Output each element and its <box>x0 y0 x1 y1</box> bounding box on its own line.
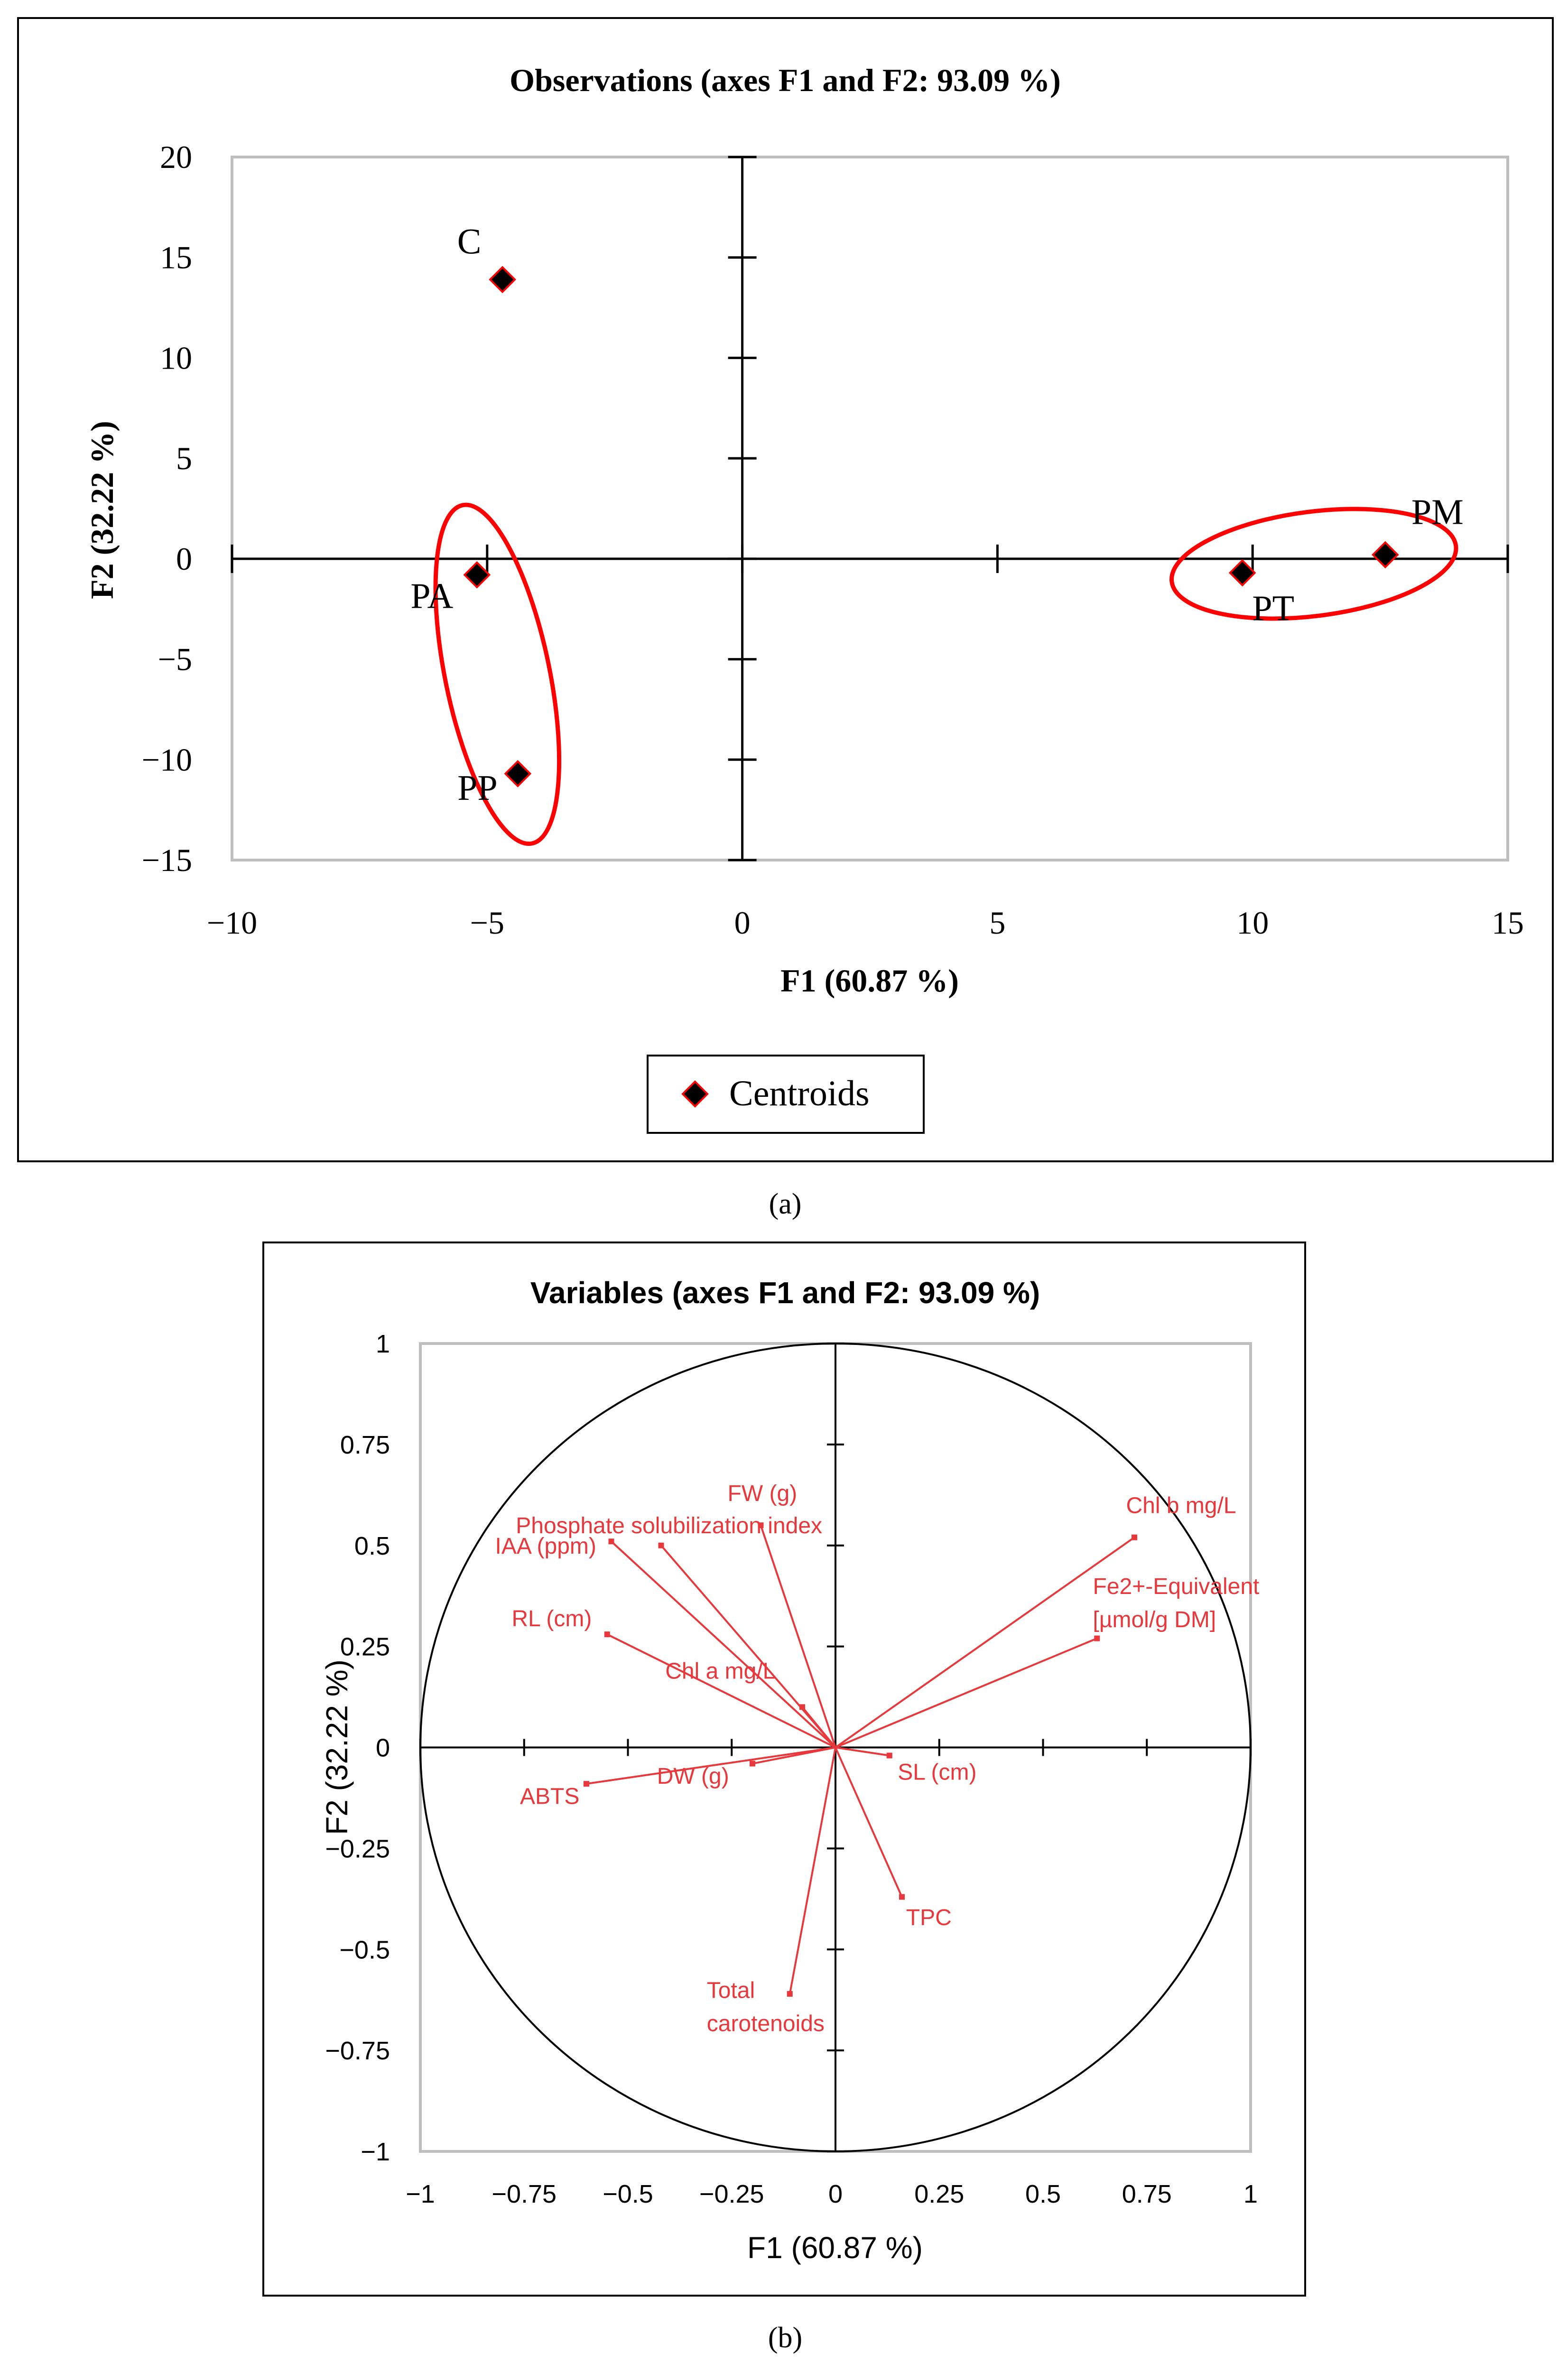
panel-b-y-tick-label: −0.25 <box>325 1835 390 1863</box>
vector-label-total: carotenoids <box>706 2011 825 2037</box>
point-label-pt: PT <box>1252 588 1295 629</box>
panel-a-x-tick-label: 10 <box>1236 905 1269 941</box>
vector-end-marker-rl-cm <box>604 1631 610 1637</box>
panel-a-observations-chart <box>18 18 1553 1161</box>
panel-b-title: Variables (axes F1 and F2: 93.09 %) <box>530 1276 1040 1310</box>
point-label-pm: PM <box>1411 492 1464 532</box>
panel-a-x-axis-label: F1 (60.87 %) <box>780 963 959 999</box>
panel-b-x-tick-label: 0.5 <box>1025 2180 1061 2208</box>
vector-label-total: Total <box>706 1978 755 2003</box>
point-label-pp: PP <box>457 768 498 808</box>
panel-b-y-tick-label: 0 <box>375 1733 390 1762</box>
panel-a-y-tick-label: 10 <box>160 340 192 376</box>
panel-a-x-tick-label: 5 <box>989 905 1006 941</box>
panel-b-x-tick-label: 1 <box>1243 2180 1258 2208</box>
vector-end-marker-fe2-equivalent <box>1094 1636 1100 1641</box>
panel-b-x-tick-label: −0.75 <box>492 2180 557 2208</box>
panel-b-x-tick-label: 0.25 <box>914 2180 965 2208</box>
panel-b-y-tick-label: 0.5 <box>354 1531 390 1560</box>
panel-b-y-tick-label: −0.75 <box>325 2037 390 2066</box>
panel-b-y-tick-label: −1 <box>361 2138 390 2166</box>
vector-label-tpc: TPC <box>906 1905 952 1931</box>
panel-b-x-tick-labels <box>406 2180 1258 2208</box>
panel-a-y-tick-label: 15 <box>160 239 192 276</box>
panel-a-y-axis-label: F2 (32.22 %) <box>84 421 120 599</box>
panel-b-x-tick-label: −0.5 <box>603 2180 653 2208</box>
panel-b-x-axis-label: F1 (60.87 %) <box>747 2231 923 2265</box>
vector-label-fe2-equivalent: [µmol/g DM] <box>1093 1607 1216 1632</box>
vector-label-phosphate-solubilization-index: Phosphate solubilization index <box>516 1513 823 1539</box>
panel-a-x-tick-label: −10 <box>206 905 258 941</box>
vector-end-marker-sl-cm <box>887 1753 892 1759</box>
vector-label-chl-b-mg-l: Chl b mg/L <box>1126 1493 1236 1519</box>
vector-end-marker-phosphate-solubilization-index <box>659 1543 664 1548</box>
panel-a-caption: (a) <box>769 1188 802 1220</box>
panel-a-legend <box>648 1056 924 1133</box>
panel-a-x-tick-label: 0 <box>734 905 751 941</box>
panel-a-y-tick-label: 5 <box>176 440 192 477</box>
point-label-c: C <box>457 222 482 262</box>
vector-end-marker-iaa-ppm <box>609 1538 614 1544</box>
vector-end-marker-chl-a-mg-l <box>799 1704 805 1710</box>
vector-label-sl-cm: SL (cm) <box>898 1760 977 1785</box>
panel-a-y-tick-label: −5 <box>158 641 192 677</box>
vector-end-marker-dw-g <box>750 1761 755 1767</box>
vector-label-rl-cm: RL (cm) <box>511 1606 592 1632</box>
panel-a-x-tick-label: −5 <box>470 905 504 941</box>
panel-b-x-tick-label: −1 <box>406 2180 435 2208</box>
panel-b-y-tick-label: 0.25 <box>340 1632 390 1661</box>
panel-a-y-tick-label: −10 <box>141 741 192 778</box>
vector-label-fw-g: FW (g) <box>727 1481 798 1507</box>
panel-a-y-tick-label: 20 <box>160 139 192 175</box>
vector-end-marker-chl-b-mg-l <box>1132 1535 1137 1540</box>
legend-entry-centroids: Centroids <box>729 1074 870 1113</box>
panel-a-x-tick-label: 15 <box>1492 905 1524 941</box>
panel-b-y-tick-label: −0.5 <box>339 1936 390 1964</box>
vector-end-marker-total <box>787 1991 793 1997</box>
vector-label-chl-a-mg-l: Chl a mg/L <box>665 1659 776 1684</box>
vector-label-fe2-equivalent: Fe2+-Equivalent <box>1093 1574 1260 1599</box>
vector-end-marker-tpc <box>899 1894 905 1900</box>
point-label-pa: PA <box>410 576 454 616</box>
panel-b-y-axis-label: F2 (32.22 %) <box>320 1659 354 1835</box>
panel-a-y-tick-label: 0 <box>176 540 192 577</box>
vector-label-dw-g: DW (g) <box>657 1764 729 1789</box>
panel-b-x-tick-label: −0.25 <box>699 2180 764 2208</box>
panel-a-y-tick-label: −15 <box>141 842 192 878</box>
vector-end-marker-abts <box>584 1781 589 1787</box>
vector-label-abts: ABTS <box>520 1784 580 1809</box>
panel-b-y-tick-label: 1 <box>375 1330 390 1358</box>
panel-b-x-tick-label: 0 <box>828 2180 843 2208</box>
panel-b-caption: (b) <box>768 2322 803 2354</box>
panel-b-x-tick-label: 0.75 <box>1122 2180 1172 2208</box>
panel-b-y-tick-label: 0.75 <box>340 1430 390 1459</box>
panel-a-title: Observations (axes F1 and F2: 93.09 %) <box>510 62 1061 98</box>
vector-label-iaa-ppm: IAA (ppm) <box>495 1533 596 1559</box>
panel-b-variables-chart <box>263 1242 1305 2296</box>
